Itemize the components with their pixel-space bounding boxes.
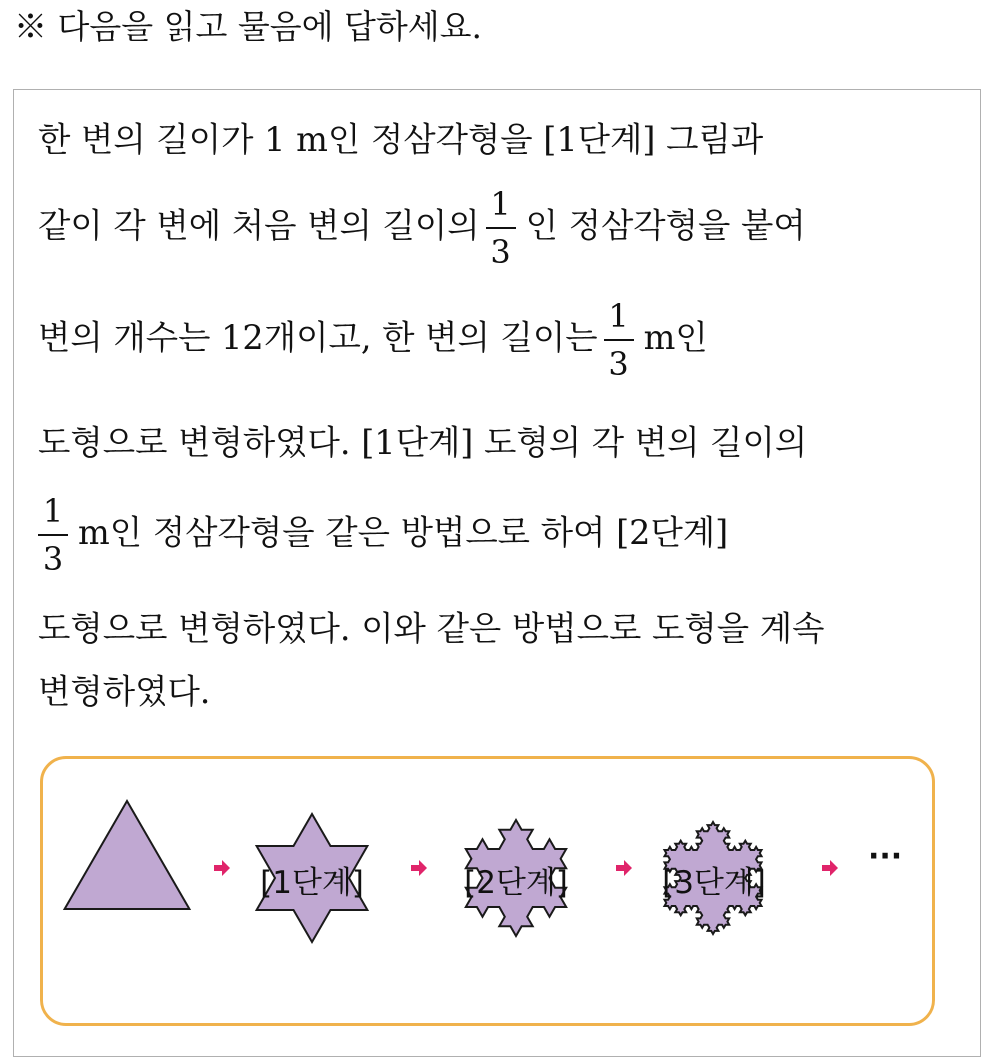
passage-line-4: 도형으로 변형하였다. [1단계] 도형의 각 변의 길이의 <box>38 423 808 462</box>
fraction-numerator: 1 <box>42 492 64 530</box>
passage-line-6: 도형으로 변형하였다. 이와 같은 방법으로 도형을 계속 <box>38 609 825 648</box>
instruction-text: ※ 다음을 읽고 물음에 답하세요. <box>14 7 482 46</box>
passage-line-3-text-b: m인 <box>643 318 708 357</box>
triangle-shape <box>65 801 190 909</box>
arrow-right-icon <box>616 860 632 876</box>
passage-line-5-text: m인 정삼각형을 같은 방법으로 하여 [2단계] <box>78 513 729 552</box>
arrow-right-icon <box>822 860 838 876</box>
arrow-right-icon <box>214 860 230 876</box>
fraction-numerator: 1 <box>608 297 629 335</box>
passage-line-2-text-a: 같이 각 변에 처음 변의 길이의 <box>38 206 480 245</box>
arrow-right-icon <box>411 860 427 876</box>
passage-line-3-text-a: 변의 개수는 12개이고, 한 변의 길이는 <box>38 318 598 357</box>
stage-label-2: [2단계] <box>464 865 568 901</box>
fraction-denominator: 3 <box>608 345 629 383</box>
fraction-denominator: 3 <box>490 233 511 271</box>
passage-line-7: 변형하였다. <box>38 672 211 711</box>
passage-line-2-text-b: 인 정삼각형을 붙여 <box>525 206 806 245</box>
fraction-denominator: 3 <box>42 540 64 578</box>
passage-line-1: 한 변의 길이가 1 m인 정삼각형을 [1단계] 그림과 <box>38 120 764 159</box>
fraction-numerator: 1 <box>490 185 511 223</box>
stage-label-1: [1단계] <box>260 865 364 901</box>
ellipsis-more: ··· <box>868 839 903 874</box>
stage-label-3: [3단계] <box>662 865 766 901</box>
